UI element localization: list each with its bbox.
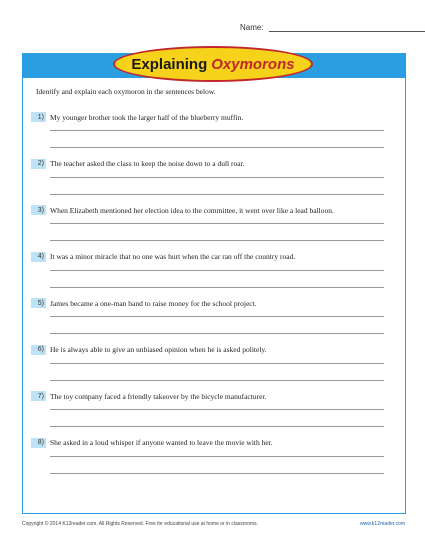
question-row — [31, 205, 385, 215]
title-word-1: Explaining — [131, 55, 208, 73]
footer-copyright: Copyright © 2014 K12reader.com. All Rights Reserved. Free for educational use at home or in classrooms. — [22, 521, 259, 527]
question-number-badge: 1) — [31, 112, 46, 122]
answer-line[interactable] — [50, 380, 384, 381]
question-item — [31, 112, 385, 122]
question-number-badge: 5) — [31, 298, 46, 308]
question-number-badge: 3) — [31, 205, 46, 215]
answer-line[interactable] — [50, 316, 384, 317]
question-number-badge: 2) — [31, 159, 46, 169]
answer-line[interactable] — [50, 177, 384, 178]
worksheet-title — [113, 46, 313, 82]
footer-site-link[interactable]: www.k12reader.com — [359, 521, 405, 527]
question-row — [31, 345, 385, 355]
question-row — [31, 438, 385, 448]
question-item — [31, 252, 385, 262]
question-row — [31, 112, 385, 122]
answer-line[interactable] — [50, 194, 384, 195]
question-text: James became a one-man band to raise money for the school project. — [50, 298, 257, 308]
question-text: It was a minor miracle that no one was hurt when the car ran off the country road. — [50, 252, 296, 261]
question-item — [31, 345, 385, 355]
question-item — [31, 391, 385, 401]
answer-line[interactable] — [50, 240, 384, 241]
question-item — [31, 159, 385, 169]
question-number-badge: 8) — [31, 438, 46, 448]
answer-line[interactable] — [50, 270, 384, 271]
answer-line[interactable] — [50, 287, 384, 288]
question-item — [31, 205, 385, 215]
question-text: My younger brother took the larger half of the blueberry muffin. — [50, 112, 244, 122]
question-text: The toy company faced a friendly takeover by the bicycle manufacturer. — [50, 391, 267, 401]
question-row — [31, 252, 385, 262]
question-text: The teacher asked the class to keep the noise down to a dull roar. — [50, 159, 245, 168]
question-row — [31, 391, 385, 401]
instructions: Identify and explain each oxymoron in the sentences below. — [36, 87, 216, 96]
question-item — [31, 438, 385, 448]
question-row — [31, 298, 385, 308]
answer-line[interactable] — [50, 130, 384, 131]
answer-line[interactable] — [50, 223, 384, 224]
worksheet-panel — [22, 78, 406, 514]
question-number-badge: 7) — [31, 391, 46, 401]
name-field — [240, 22, 425, 32]
answer-line[interactable] — [50, 473, 384, 474]
question-text: She asked in a loud whisper if anyone wanted to leave the movie with her. — [50, 438, 273, 447]
question-item — [31, 298, 385, 308]
answer-line[interactable] — [50, 426, 384, 427]
question-number-badge: 4) — [31, 252, 46, 262]
question-text: He is always able to give an unbiased opinion when he is asked politely. — [50, 345, 267, 354]
question-text: When Elizabeth mentioned her election idea to the committee, it went over like a lead balloon. — [50, 205, 334, 215]
answer-line[interactable] — [50, 147, 384, 148]
question-row — [31, 159, 385, 169]
name-label: Name: — [240, 23, 264, 32]
answer-line[interactable] — [50, 409, 384, 410]
answer-line[interactable] — [50, 333, 384, 334]
answer-line[interactable] — [50, 456, 384, 457]
title-word-2: Oxymorons — [211, 55, 295, 73]
question-number-badge: 6) — [31, 345, 46, 355]
name-blank[interactable] — [269, 22, 425, 32]
answer-line[interactable] — [50, 363, 384, 364]
